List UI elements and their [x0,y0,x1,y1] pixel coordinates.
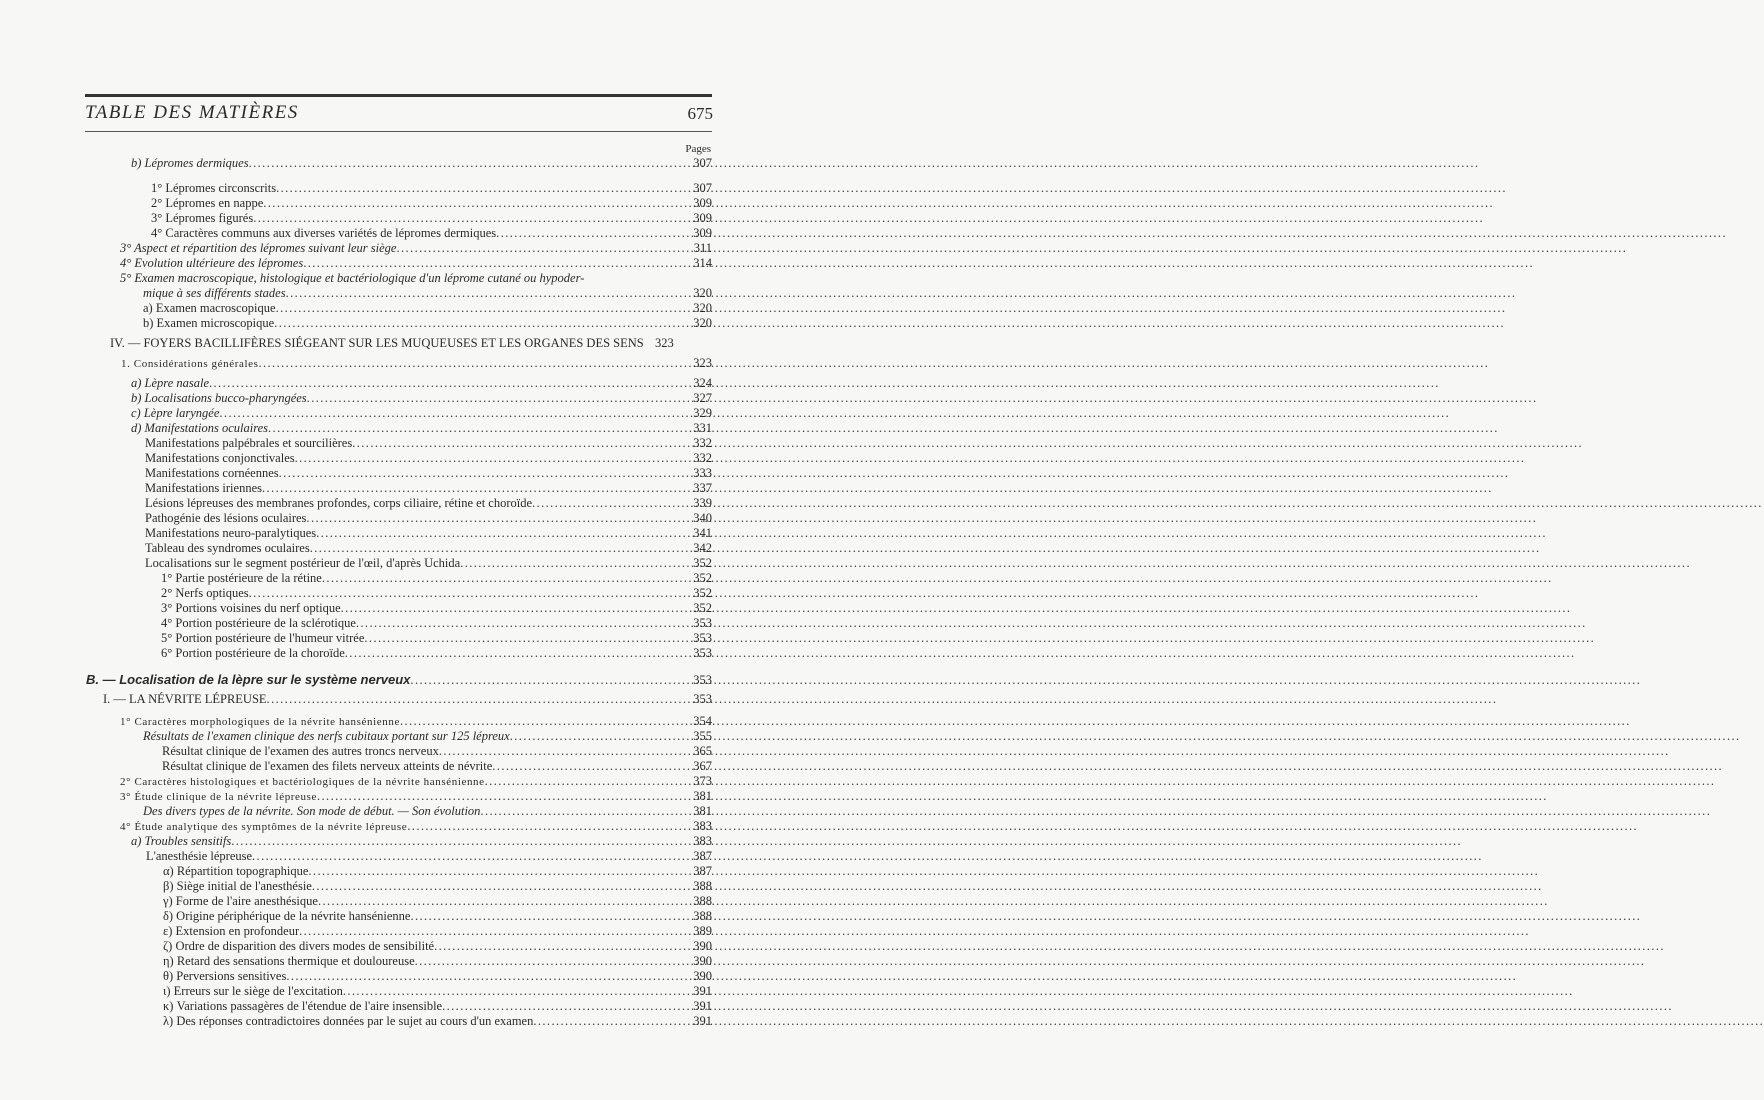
toc-entry-page: 353 [693,631,712,645]
toc-entry-page: 390 [693,954,712,968]
toc-entry-text: c) Lèpre laryngée [131,406,220,420]
toc-entry-page: 327 [693,391,712,405]
toc-entry [131,391,712,406]
toc-entry-text: b) Examen microscopique [143,316,275,330]
toc-entry-text: b) Localisations bucco-pharyngées [131,391,307,405]
toc-entry-text: γ) Forme de l'aire anesthésique [163,894,318,908]
toc-entry [163,969,712,984]
toc-entry [120,819,712,835]
toc-entry [161,586,712,601]
toc-entry-text: 2° Lépromes en nappe [151,196,264,210]
toc-entry-page: 353 [693,692,712,706]
toc-entry-page: 353 [693,673,712,687]
toc-entry [145,496,712,511]
toc-entry [131,406,712,421]
toc-entry-page: 383 [693,834,712,848]
toc-entry [145,436,712,451]
toc-entry-text: λ) Des réponses contradictoires données par le sujet au cours d'un examen [163,1014,534,1028]
toc-entry-page: 389 [693,924,712,938]
toc-entry-page: 381 [693,804,712,818]
toc-entry-page: 341 [693,526,712,540]
toc-entry [145,451,712,466]
toc-entry-text: ζ) Ordre de disparition des divers modes de sensibilité [163,939,435,953]
toc-entry-text: Manifestations cornéennes [145,466,279,480]
toc-entry [146,849,712,864]
toc-entry-page: 387 [693,849,712,863]
toc-entry [145,526,712,541]
toc-entry [151,226,712,241]
toc-entry-page: 391 [693,984,712,998]
toc-entry [143,316,712,331]
toc-entry-page: 314 [693,256,712,270]
toc-entry-page: 391 [693,999,712,1013]
toc-entry [163,954,712,969]
toc-entry [163,984,712,999]
toc-entry-page: 352 [693,556,712,570]
toc-entry-page: 332 [693,436,712,450]
toc-entry [145,466,712,481]
toc-entry-text: 4° Portion postérieure de la sclérotique [161,616,356,630]
toc-entry-text: B. — Localisation de la lèpre sur le système nerveux [86,672,411,687]
toc-entry [131,421,712,436]
toc-entry-text: a) Troubles sensitifs [131,834,232,848]
toc-entry-page: 329 [693,406,712,420]
toc-entry-text: δ) Origine périphérique de la névrite hansénienne [163,909,411,923]
toc-entry-text: 4° Evolution ultérieure des lépromes [120,256,304,270]
toc-entry-text: κ) Variations passagères de l'étendue de l'aire insensible [163,999,443,1013]
toc-entry [161,616,712,631]
toc-entry-text: 3° Étude clinique de la névrite lépreuse [120,791,317,803]
toc-entry-text: Résultat clinique de l'examen des filets nerveux atteints de névrite [162,759,493,773]
toc-entry-text: Localisations sur le segment postérieur de l'œil, d'après Uchida [145,556,461,570]
toc-entry-page: 390 [693,969,712,983]
toc-entry-page: 373 [693,774,712,788]
toc-entry-text: 1. Considérations générales [121,358,259,370]
toc-entry-text: Résultats de l'examen clinique des nerfs cubitaux portant sur 125 lépreux [143,729,510,743]
toc-entry-text: 4° Caractères communs aux diverses variétés de lépromes dermiques [151,226,497,240]
toc-entry [163,894,712,909]
toc-entry-page: 307 [693,156,712,170]
toc-entry [163,999,712,1014]
header-top-rule [85,94,712,97]
toc-entry-text: 3° Aspect et répartition des lépromes suivant leur siège [120,241,397,255]
toc-entry [120,774,712,790]
toc-entry-page: 339 [693,496,712,510]
toc-entry-text: 5° Examen macroscopique, histologique et bactériologique d'un léprome cutané ou hypoder- [120,271,585,285]
toc-entry-page: 388 [693,909,712,923]
toc-entry-page: 307 [693,181,712,195]
toc-entry-text: α) Répartition topographique [163,864,309,878]
pages-column-label: Pages [685,143,711,155]
toc-entry [161,631,712,646]
toc-entry-page: 320 [693,316,712,330]
toc-entry-page: 390 [693,939,712,953]
toc-entry-text: b) Lépromes dermiques [131,156,249,170]
toc-entry [145,481,712,496]
toc-entry [110,336,712,351]
toc-entry-text: L'anesthésie lépreuse [146,849,253,863]
toc-entry-page: 340 [693,511,712,525]
toc-entry-text: Manifestations neuro-paralytiques [145,526,317,540]
toc-entry-text: I. — LA NÉVRITE LÉPREUSE [103,692,267,706]
toc-entry-text: a) Examen macroscopique [143,301,276,315]
toc-entry [131,834,712,849]
toc-entry-text: ι) Erreurs sur le siège de l'excitation [163,984,343,998]
toc-entry [120,241,712,256]
toc-entry [161,646,712,661]
toc-entry-text: IV. — FOYERS BACILLIFÈRES SIÉGEANT SUR LES MUQUEUSES ET LES ORGANES DES SENS [110,336,644,350]
toc-entry [120,256,712,271]
toc-entry [163,909,712,924]
toc-entry-text: 1° Partie postérieure de la rétine [161,571,322,585]
toc-entry-page: 365 [693,744,712,758]
toc-entry-text: η) Retard des sensations thermique et douloureuse [163,954,415,968]
header-underline [85,131,712,132]
toc-entry [163,924,712,939]
toc-entry-page: 388 [693,894,712,908]
toc-entry-page: 383 [693,819,712,833]
toc-entry-text: d) Manifestations oculaires [131,421,269,435]
toc-entry [143,286,712,301]
toc-entry-text: Résultat clinique de l'examen des autres troncs nerveux [162,744,439,758]
toc-entry-text: θ) Perversions sensitives [163,969,287,983]
toc-entry-page: 353 [693,616,712,630]
toc-entry-text: Manifestations iriennes [145,481,262,495]
toc-entry-page: 323 [693,356,712,370]
page-number: 675 [687,104,713,123]
toc-entry-page: 332 [693,451,712,465]
toc-entry [163,939,712,954]
toc-entry-page: 337 [693,481,712,495]
toc-entry-text: Des divers types de la névrite. Son mode de début. — Son évolution [143,804,481,818]
toc-entry-text: Manifestations conjonctivales [145,451,295,465]
toc-entry-page: 381 [693,789,712,803]
toc-entry-page: 355 [693,729,712,743]
toc-entry [120,714,712,730]
toc-entry [162,744,712,759]
toc-entry [120,789,712,805]
toc-entry-page: 323 [655,336,674,350]
toc-entry-page: 391 [693,1014,712,1028]
toc-entry-text: β) Siège initial de l'anesthésie [163,879,312,893]
toc-entry [131,376,712,391]
toc-entry [143,301,712,316]
toc-entry [151,211,712,226]
toc-entry-text: 1° Caractères morphologiques de la névrite hansénienne [120,716,400,728]
toc-entry [151,181,712,196]
toc-entry [143,804,712,819]
toc-entry-text: 3° Lépromes figurés [151,211,254,225]
toc-entry-text: 2° Nerfs optiques [161,586,249,600]
toc-entry-page: 367 [693,759,712,773]
toc-entry [131,156,712,171]
toc-entry [162,759,712,774]
toc-entry-page: 388 [693,879,712,893]
toc-entry-text: Pathogénie des lésions oculaires [145,511,307,525]
toc-entry-page: 320 [693,286,712,300]
toc-entry [145,541,712,556]
toc-entry [121,356,712,372]
toc-entry-page: 309 [693,226,712,240]
toc-entry-page: 352 [693,571,712,585]
toc-entry-page: 342 [693,541,712,555]
toc-entry [145,511,712,526]
toc-section-heading [86,672,712,688]
toc-entry-page: 309 [693,211,712,225]
toc-entry-text: 4° Étude analytique des symptômes de la névrite lépreuse [120,821,408,833]
toc-entry-page: 352 [693,586,712,600]
toc-entry-page: 331 [693,421,712,435]
toc-entry-text: 6° Portion postérieure de la choroïde [161,646,345,660]
toc-entry-text: Tableau des syndromes oculaires [145,541,310,555]
toc-entry-page: 352 [693,601,712,615]
toc-entry [163,879,712,894]
toc-entry [103,692,712,707]
toc-entry-page: 354 [693,714,712,728]
toc-entry-text: Lésions lépreuses des membranes profondes, corps ciliaire, rétine et choroïde [145,496,533,510]
running-header-title: TABLE DES MATIÈRES [85,102,299,123]
toc-entry-page: 320 [693,301,712,315]
toc-entry-text: 3° Portions voisines du nerf optique [161,601,341,615]
toc-entry-page: 387 [693,864,712,878]
toc-entry [143,729,712,744]
toc-entry [161,601,712,616]
toc-entry [120,271,712,286]
toc-entry-page: 333 [693,466,712,480]
toc-entry-text: a) Lèpre nasale [131,376,209,390]
toc-entry-text: 1° Lépromes circonscrits [151,181,277,195]
toc-entry-text: 5° Portion postérieure de l'humeur vitrée [161,631,365,645]
toc-entry-page: 353 [693,646,712,660]
toc-entry [163,864,712,879]
toc-entry-page: 309 [693,196,712,210]
toc-entry-page: 324 [693,376,712,390]
toc-entry [151,196,712,211]
toc-entry-text: ε) Extension en profondeur [163,924,300,938]
toc-entry-text: mique à ses différents stades [143,286,286,300]
toc-entry-text: 2° Caractères histologiques et bactériologiques de la névrite hansénienne [120,776,485,788]
toc-entry [161,571,712,586]
toc-entry [145,556,712,571]
toc-entry-text: Manifestations palpébrales et sourcilières [145,436,353,450]
toc-entry [163,1014,712,1029]
toc-entry-page: 311 [693,241,712,255]
